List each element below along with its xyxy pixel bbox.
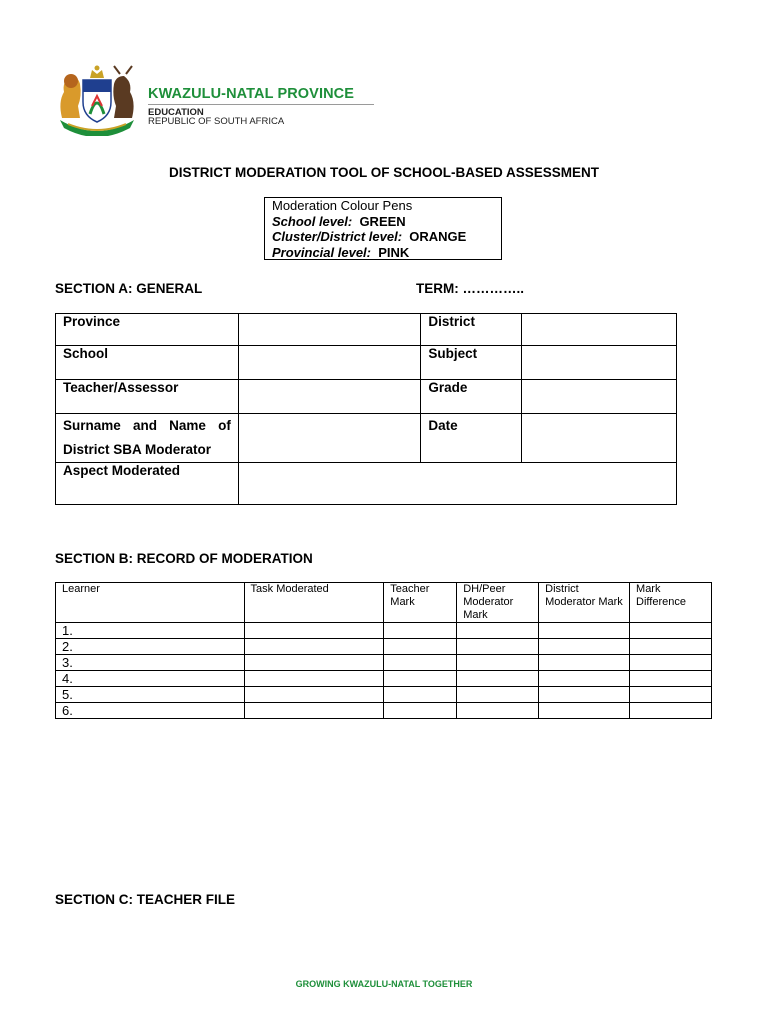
task-cell[interactable] — [244, 623, 384, 639]
table-header-row — [56, 583, 712, 623]
colour-pens-box — [264, 197, 502, 260]
aspect-label: Aspect Moderated — [56, 463, 239, 505]
pens-value: ORANGE — [409, 229, 467, 244]
teacher-input[interactable] — [238, 380, 421, 414]
subject-input[interactable] — [522, 346, 677, 380]
teacher-mark-cell[interactable] — [384, 639, 457, 655]
grade-label: Grade — [421, 380, 522, 414]
task-cell[interactable] — [244, 655, 384, 671]
peer-mark-cell[interactable] — [457, 687, 539, 703]
term-field[interactable]: TERM: ………….. — [416, 281, 524, 296]
district-mark-cell[interactable] — [539, 703, 630, 719]
table-row — [56, 703, 712, 719]
district-label: District — [421, 314, 522, 346]
coat-of-arms-icon — [54, 62, 140, 136]
district-mark-cell[interactable] — [539, 687, 630, 703]
moderator-input[interactable] — [238, 414, 421, 463]
row-number: 3. — [56, 655, 245, 671]
teacher-mark-cell[interactable] — [384, 623, 457, 639]
table-row — [56, 671, 712, 687]
row-number: 4. — [56, 671, 245, 687]
teacher-mark-cell[interactable] — [384, 671, 457, 687]
section-b-heading: SECTION B: RECORD OF MODERATION — [55, 551, 313, 566]
pens-row-school — [272, 214, 501, 230]
aspect-input[interactable] — [238, 463, 676, 505]
difference-cell[interactable] — [630, 623, 712, 639]
subject-label: Subject — [421, 346, 522, 380]
pens-label: School level: — [272, 213, 353, 229]
col-learner: Learner — [56, 583, 245, 623]
table-row — [56, 623, 712, 639]
col-task: Task Moderated — [244, 583, 384, 623]
pens-heading: Moderation Colour Pens — [272, 198, 413, 213]
col-teacher-mark: Teacher Mark — [384, 583, 457, 623]
peer-mark-cell[interactable] — [457, 671, 539, 687]
col-district-mark: District Moderator Mark — [539, 583, 630, 623]
task-cell[interactable] — [244, 703, 384, 719]
peer-mark-cell[interactable] — [457, 655, 539, 671]
teacher-mark-cell[interactable] — [384, 703, 457, 719]
province-label: Province — [56, 314, 239, 346]
peer-mark-cell[interactable] — [457, 623, 539, 639]
district-mark-cell[interactable] — [539, 639, 630, 655]
date-input[interactable] — [522, 414, 677, 463]
moderation-record-table — [55, 582, 712, 719]
pens-value: GREEN — [359, 213, 406, 229]
row-number: 6. — [56, 703, 245, 719]
district-mark-cell[interactable] — [539, 671, 630, 687]
general-info-table — [55, 313, 677, 505]
date-label: Date — [421, 414, 522, 463]
school-label: School — [56, 346, 239, 380]
province-name: KWAZULU-NATAL PROVINCE — [148, 86, 354, 102]
pens-row-district — [272, 229, 501, 245]
difference-cell[interactable] — [630, 687, 712, 703]
difference-cell[interactable] — [630, 671, 712, 687]
district-mark-cell[interactable] — [539, 623, 630, 639]
peer-mark-cell[interactable] — [457, 639, 539, 655]
footer-slogan: GROWING KWAZULU-NATAL TOGETHER — [295, 979, 473, 989]
task-cell[interactable] — [244, 671, 384, 687]
section-a-heading: SECTION A: GENERAL — [55, 281, 203, 296]
teacher-mark-cell[interactable] — [384, 687, 457, 703]
country-name: REPUBLIC OF SOUTH AFRICA — [148, 116, 285, 127]
row-number: 5. — [56, 687, 245, 703]
teacher-label: Teacher/Assessor — [56, 380, 239, 414]
moderator-label-line1: Surname and Name of — [63, 418, 231, 433]
row-number: 2. — [56, 639, 245, 655]
school-input[interactable] — [238, 346, 421, 380]
table-row — [56, 639, 712, 655]
difference-cell[interactable] — [630, 639, 712, 655]
grade-input[interactable] — [522, 380, 677, 414]
peer-mark-cell[interactable] — [457, 703, 539, 719]
col-peer-mark: DH/Peer Moderator Mark — [457, 583, 539, 623]
task-cell[interactable] — [244, 639, 384, 655]
row-number: 1. — [56, 623, 245, 639]
difference-cell[interactable] — [630, 655, 712, 671]
table-row — [56, 687, 712, 703]
pens-label: Cluster/District level: — [272, 229, 403, 244]
province-input[interactable] — [238, 314, 421, 346]
teacher-mark-cell[interactable] — [384, 655, 457, 671]
col-difference: Mark Difference — [630, 583, 712, 623]
difference-cell[interactable] — [630, 703, 712, 719]
pens-value: PINK — [378, 244, 410, 260]
section-c-heading: SECTION C: TEACHER FILE — [55, 892, 236, 907]
pens-label: Provincial level: — [272, 244, 371, 260]
district-input[interactable] — [522, 314, 677, 346]
document-title: DISTRICT MODERATION TOOL OF SCHOOL-BASED ASSESSMENT — [168, 165, 600, 180]
pens-row-provincial — [272, 245, 501, 261]
moderator-label — [56, 414, 239, 463]
table-row — [56, 655, 712, 671]
department-name: EDUCATION — [148, 107, 204, 118]
header-divider — [148, 104, 374, 105]
task-cell[interactable] — [244, 687, 384, 703]
moderator-label-line2: District SBA Moderator — [63, 442, 212, 457]
district-mark-cell[interactable] — [539, 655, 630, 671]
